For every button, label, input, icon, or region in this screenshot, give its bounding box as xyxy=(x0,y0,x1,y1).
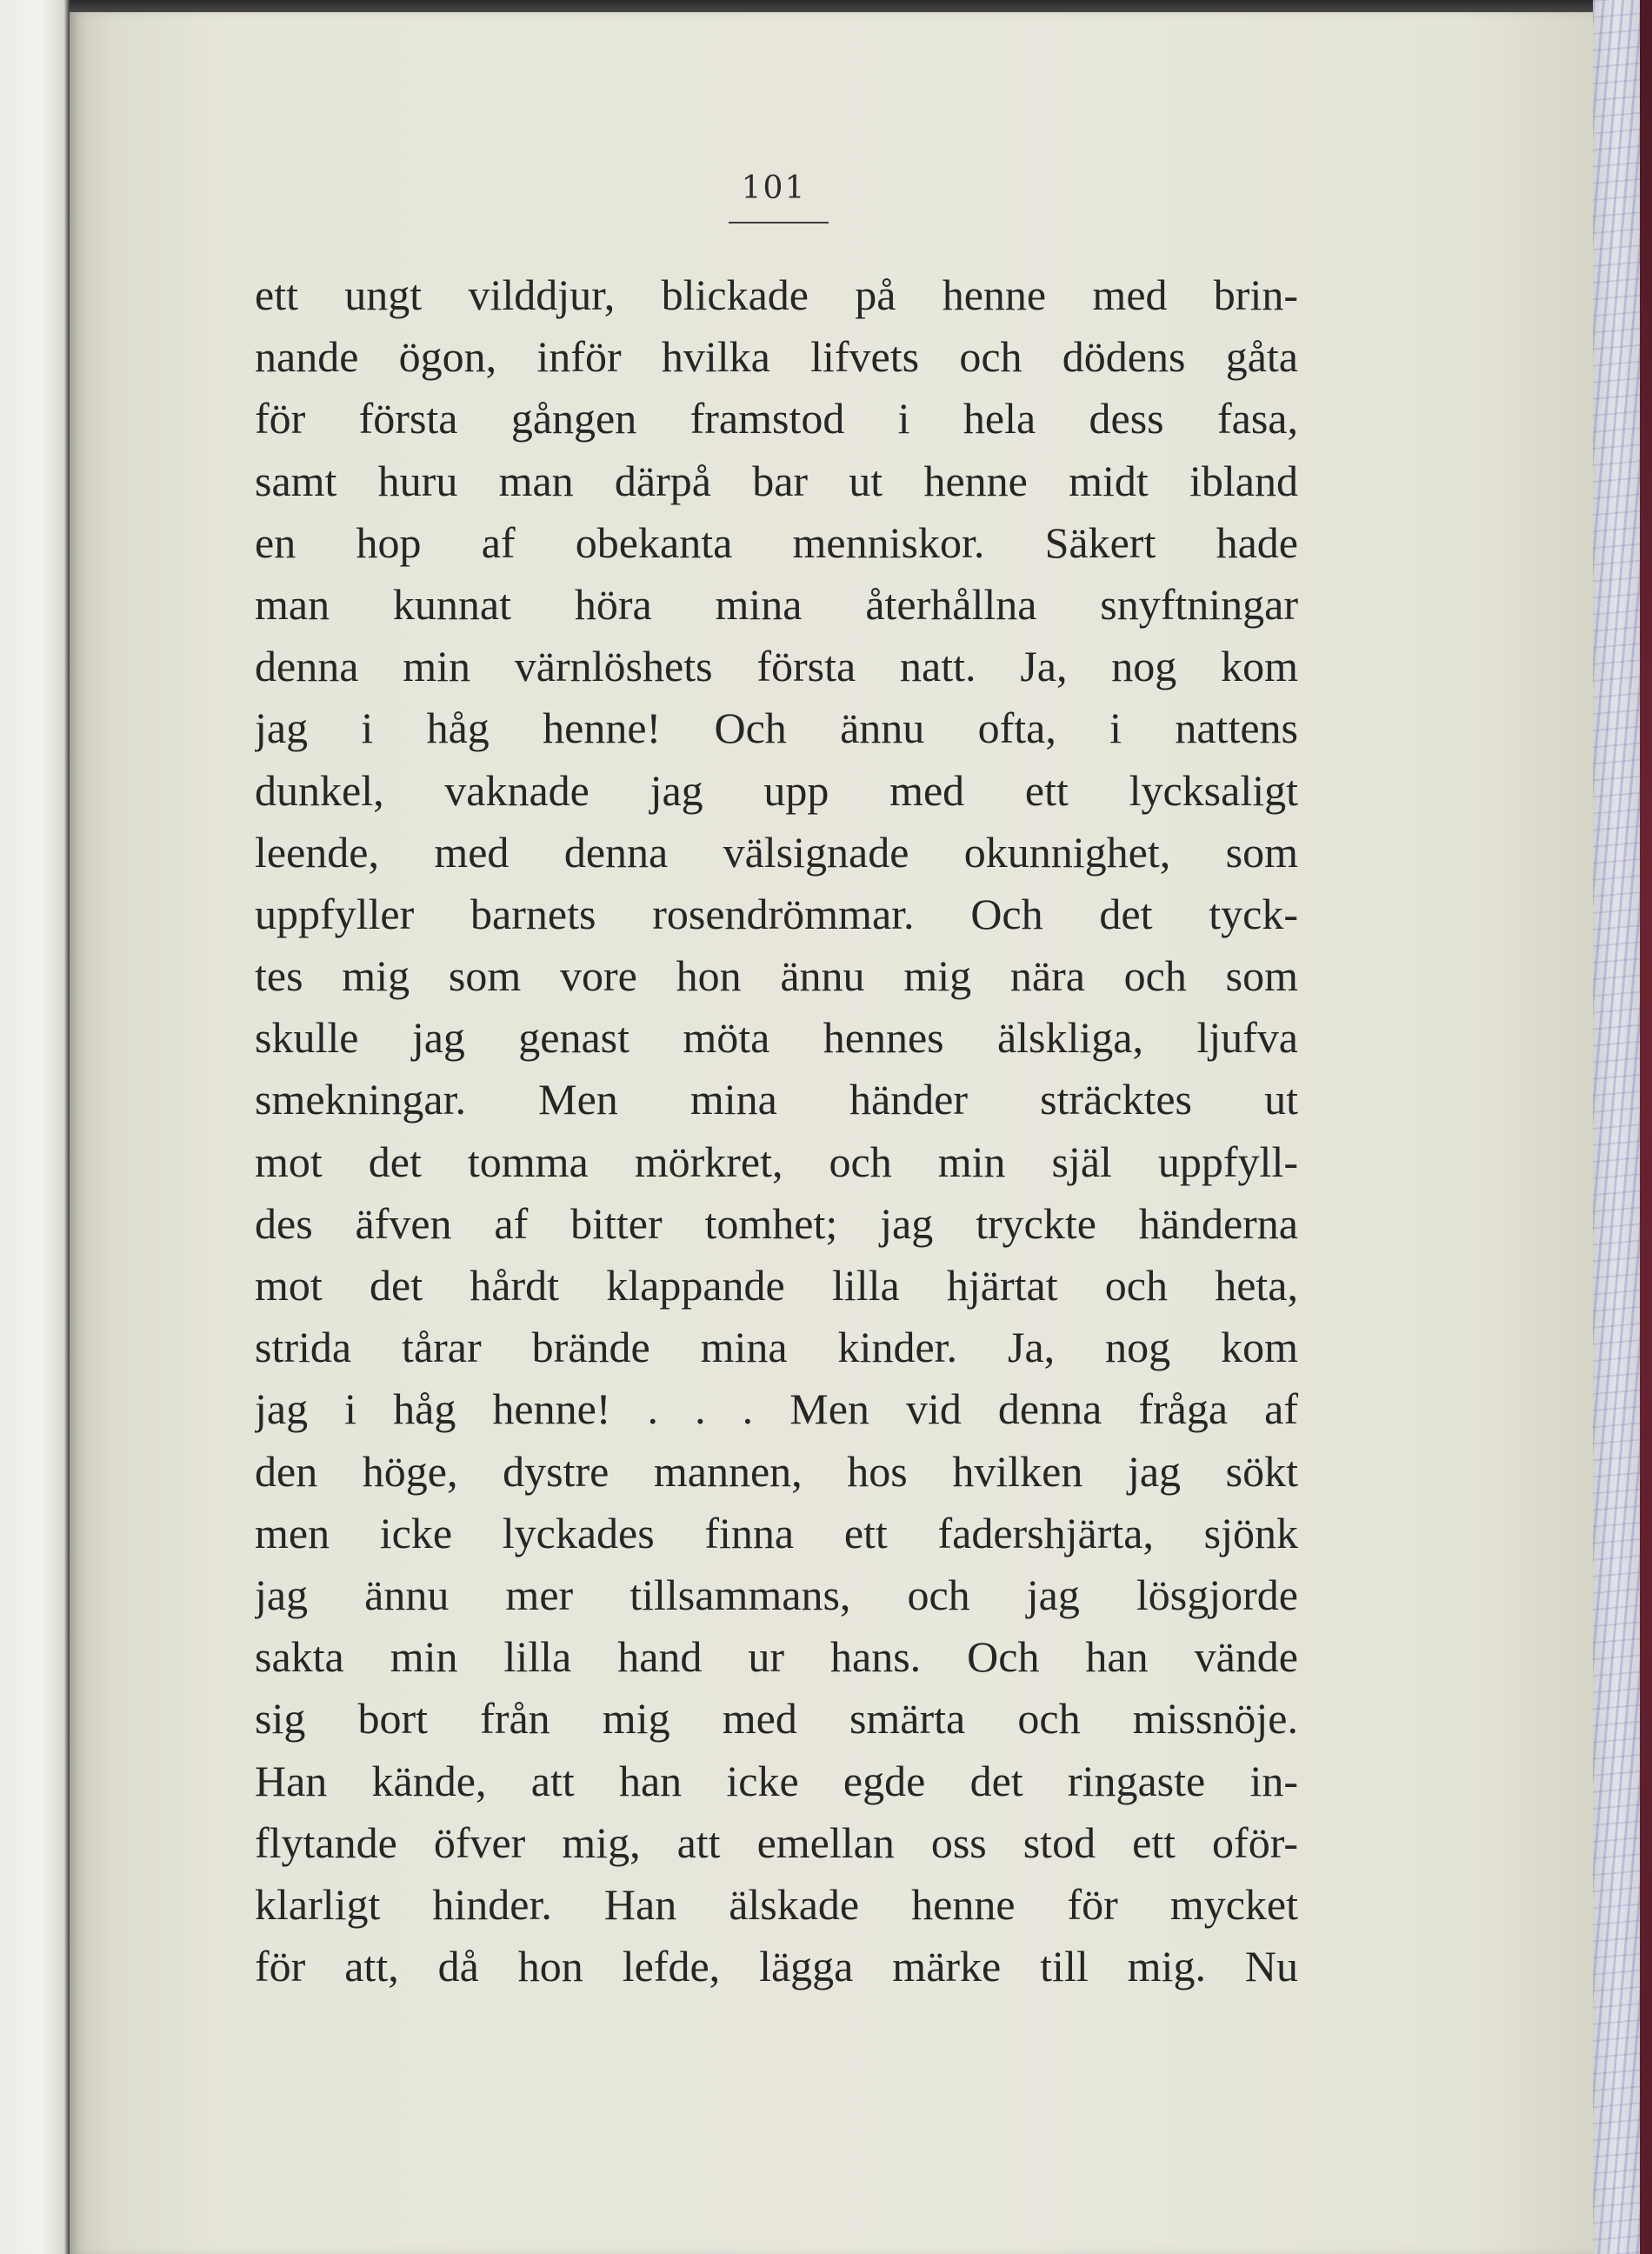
text-line: strida tårar brände mina kinder. Ja, nog kom xyxy=(255,1323,1298,1372)
body-text xyxy=(255,264,1298,1997)
text-line: mot det tomma mörkret, och min själ uppfyll- xyxy=(255,1137,1298,1186)
text-line: des äfven af bitter tomhet; jag tryckte händerna xyxy=(255,1198,1298,1248)
page-top-shadow xyxy=(70,0,1593,12)
marbled-fore-edge xyxy=(1593,0,1652,2254)
text-line: dunkel, vaknade jag upp med ett lycksaligt xyxy=(255,765,1298,815)
text-line: för att, då hon lefde, lägga märke till mig. Nu xyxy=(255,1942,1298,1991)
text-line: uppfyller barnets rosendrömmar. Och det tyck- xyxy=(255,889,1298,938)
binding-strip xyxy=(1640,0,1652,2254)
text-line: jag ännu mer tillsammans, och jag lösgjorde xyxy=(255,1570,1298,1619)
text-line: mot det hårdt klappande lilla hjärtat och heta, xyxy=(255,1261,1298,1310)
text-line: denna min värnlöshets första natt. Ja, nog kom xyxy=(255,642,1298,691)
text-line: men icke lyckades finna ett fadershjärta, sjönk xyxy=(255,1508,1298,1557)
page-number: 101 xyxy=(741,170,807,206)
text-line: sakta min lilla hand ur hans. Och han vände xyxy=(255,1632,1298,1682)
text-line: den höge, dystre mannen, hos hvilken jag sökt xyxy=(255,1446,1298,1496)
text-line: Han kände, att han icke egde det ringaste in- xyxy=(255,1756,1298,1805)
page-number-rule xyxy=(729,222,829,223)
text-line: klarligt hinder. Han älskade henne för mycket xyxy=(255,1879,1298,1929)
text-line: ett ungt vilddjur, blickade på henne med brin- xyxy=(255,270,1298,319)
text-line: tes mig som vore hon ännu mig nära och som xyxy=(255,951,1298,1001)
text-line: samt huru man därpå bar ut henne midt ibland xyxy=(255,456,1298,505)
text-line: jag i håg henne! Och ännu ofta, i nattens xyxy=(255,704,1298,753)
text-line: en hop af obekanta menniskor. Säkert hade xyxy=(255,517,1298,567)
text-line: flytande öfver mig, att emellan oss stod ett oför- xyxy=(255,1817,1298,1867)
text-line: skulle jag genast möta hennes älskliga, ljufva xyxy=(255,1013,1298,1063)
text-line: sig bort från mig med smärta och missnöje. xyxy=(255,1694,1298,1744)
text-line: smekningar. Men mina händer sträcktes ut xyxy=(255,1075,1298,1124)
text-line: jag i håg henne! . . . Men vid denna fråga af xyxy=(255,1384,1298,1434)
facing-page-edge xyxy=(0,0,70,2254)
text-line: nande ögon, inför hvilka lifvets och dödens gåta xyxy=(255,332,1298,382)
text-line: leende, med denna välsignade okunnighet, som xyxy=(255,827,1298,877)
text-line: man kunnat höra mina återhållna snyftningar xyxy=(255,579,1298,629)
text-line: för första gången framstod i hela dess fasa, xyxy=(255,394,1298,443)
